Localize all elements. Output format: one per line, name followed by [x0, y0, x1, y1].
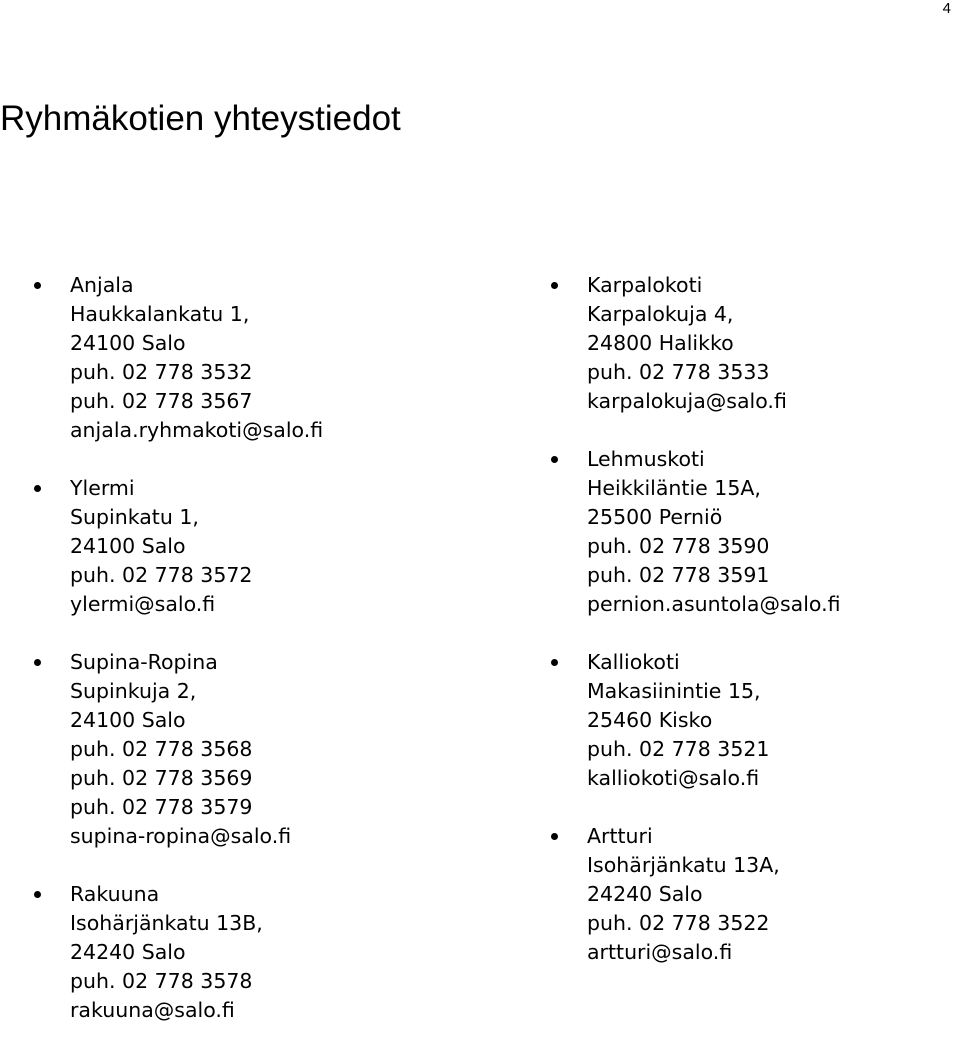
bullet-icon [551, 659, 558, 666]
contact-email: kalliokoti@salo.fi [587, 766, 760, 790]
contact-phone: puh. 02 778 3569 [70, 766, 253, 790]
contact-email: artturi@salo.fi [587, 940, 733, 964]
contact-email: anjala.ryhmakoti@salo.fi [70, 418, 324, 442]
contact-street: Haukkalankatu 1, [70, 302, 250, 326]
contact-street: Supinkatu 1, [70, 505, 199, 529]
contact-entry-artturi [547, 822, 957, 967]
contact-entry-karpalokoti [547, 271, 957, 416]
contact-street: Supinkuja 2, [70, 679, 197, 703]
contact-name: Ylermi [70, 476, 135, 500]
contact-phone: puh. 02 778 3590 [587, 534, 770, 558]
bullet-icon [551, 282, 558, 289]
contact-phone: puh. 02 778 3572 [70, 563, 253, 587]
contact-email: pernion.asuntola@salo.fi [587, 592, 841, 616]
bullet-icon [34, 485, 41, 492]
contact-email: ylermi@salo.fi [70, 592, 216, 616]
contact-name: Karpalokoti [587, 273, 703, 297]
contact-name: Supina-Ropina [70, 650, 218, 674]
contact-postal: 24800 Halikko [587, 331, 734, 355]
contact-phone: puh. 02 778 3568 [70, 737, 253, 761]
bullet-icon [34, 891, 41, 898]
bullet-icon [34, 659, 41, 666]
contact-postal: 25460 Kisko [587, 708, 713, 732]
contact-entry-lehmuskoti [547, 445, 957, 619]
bullet-icon [551, 833, 558, 840]
contact-phone: puh. 02 778 3567 [70, 389, 253, 413]
contact-name: Rakuuna [70, 882, 160, 906]
contact-email: supina-ropina@salo.fi [70, 824, 292, 848]
contact-phone: puh. 02 778 3533 [587, 360, 770, 384]
contact-street: Makasiinintie 15, [587, 679, 761, 703]
contact-street: Isohärjänkatu 13A, [587, 853, 780, 877]
contact-list-left [30, 271, 470, 1054]
contact-entry-ylermi [30, 474, 470, 619]
contact-phone: puh. 02 778 3591 [587, 563, 770, 587]
contact-name: Artturi [587, 824, 653, 848]
contact-phone: puh. 02 778 3522 [587, 911, 770, 935]
contact-postal: 24100 Salo [70, 534, 186, 558]
page-number: 4 [942, 0, 951, 17]
contact-entry-anjala [30, 271, 470, 445]
contact-entry-supina-ropina [30, 648, 470, 851]
contact-name: Lehmuskoti [587, 447, 705, 471]
contact-entry-kalliokoti [547, 648, 957, 793]
contact-phone: puh. 02 778 3521 [587, 737, 770, 761]
contact-postal: 24100 Salo [70, 708, 186, 732]
contact-postal: 24240 Salo [70, 940, 186, 964]
page-title: Ryhmäkotien yhteystiedot [0, 99, 401, 138]
contact-email: karpalokuja@salo.fi [587, 389, 787, 413]
contact-name: Kalliokoti [587, 650, 680, 674]
bullet-icon [551, 456, 558, 463]
contact-street: Heikkiläntie 15A, [587, 476, 761, 500]
contact-email: rakuuna@salo.fi [70, 998, 235, 1022]
bullet-icon [34, 282, 41, 289]
contact-entry-rakuuna [30, 880, 470, 1025]
contact-list-right [547, 271, 957, 996]
contact-phone: puh. 02 778 3578 [70, 969, 253, 993]
contact-postal: 24240 Salo [587, 882, 703, 906]
contact-street: Isohärjänkatu 13B, [70, 911, 263, 935]
contact-street: Karpalokuja 4, [587, 302, 734, 326]
contact-postal: 24100 Salo [70, 331, 186, 355]
contact-phone: puh. 02 778 3579 [70, 795, 253, 819]
contact-phone: puh. 02 778 3532 [70, 360, 253, 384]
contact-postal: 25500 Perniö [587, 505, 723, 529]
contact-name: Anjala [70, 273, 134, 297]
